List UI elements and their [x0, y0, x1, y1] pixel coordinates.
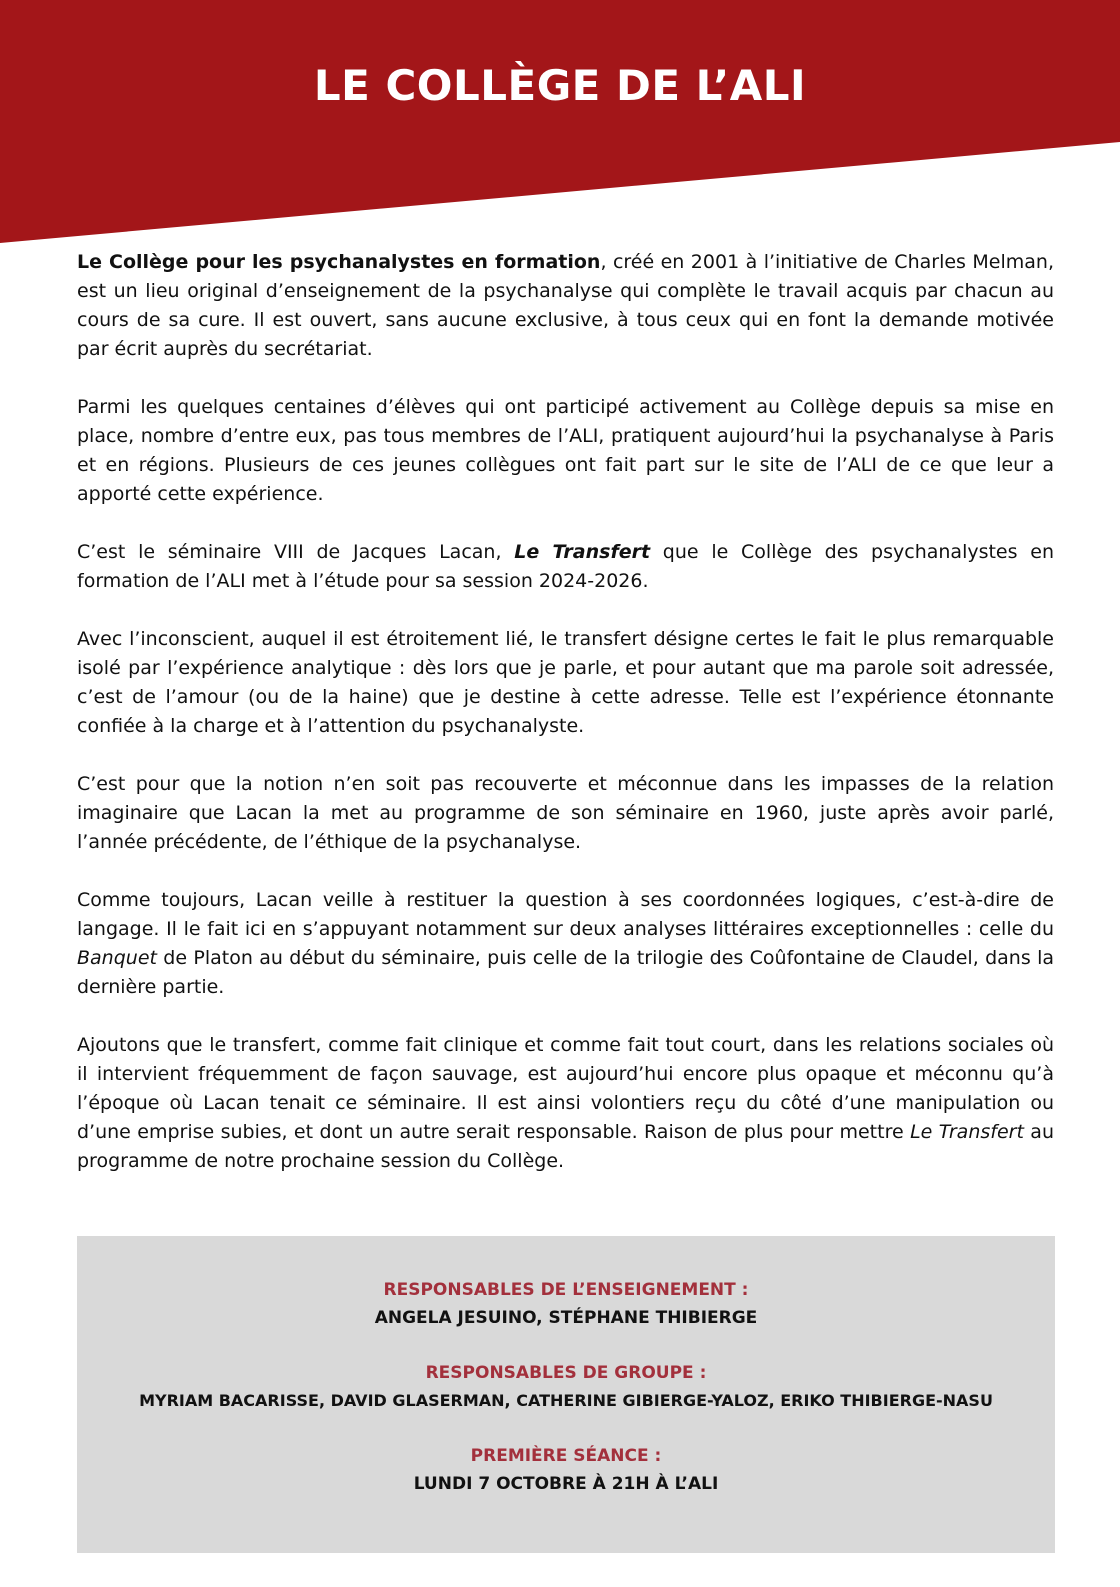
group-names: MYRIAM BACARISSE, DAVID GLASERMAN, CATHERINE GIBIERGE-YALOZ, ERIKO THIBIERGE-NASU: [139, 1391, 993, 1410]
p7-after: au programme de notre prochaine session du Collège.: [77, 1121, 1054, 1172]
paragraph-4: Avec l’inconscient, auquel il est étroitement lié, le transfert désigne certes le fait le plus remarquable isolé par l’expérience analytique : dès lors que je parle, et pour autant que ma parole soit adressée, c’est de l’amour (ou de la haine) que je destine à cette adresse. Telle est l’expérience étonnante confiée à la charge et à l’attention du psychanalyste.: [77, 628, 1054, 737]
session-block: [77, 1442, 1055, 1498]
p7-before: Ajoutons que le transfert, comme fait clinique et comme fait tout court, dans les relations sociales où il intervient fréquemment de façon sauvage, est aujourd’hui encore plus opaque et méconnu qu’à l’époque où Lacan tenait ce séminaire. Il est ainsi volontiers reçu du côté d’une manipulation ou d’une emprise subies, et dont un autre serait responsable. Raison de plus pour mettre: [77, 1034, 1054, 1143]
header-banner: [0, 0, 1120, 245]
body-text: [77, 248, 1054, 1205]
session-value: LUNDI 7 OCTOBRE À 21H À L’ALI: [413, 1474, 719, 1494]
intro-rest: , créé en 2001 à l’initiative de Charles Melman, est un lieu original d’enseignement de la psychanalyse qui complète le travail acquis par chacun au cours de sa cure. Il est ouvert, sans aucune exclusive, à tous ceux qui en font la demande motivée par écrit auprès du secrétariat.: [77, 251, 1054, 360]
paragraph-2: Parmi les quelques centaines d’élèves qui ont participé activement au Collège depuis sa mise en place, nombre d’entre eux, pas tous membres de l’ALI, pratiquent aujourd’hui la psychanalyse à Paris et en régions. Plusieurs de ces jeunes collègues ont fait part sur le site de l’ALI de ce que leur a apporté cette expérience.: [77, 396, 1054, 505]
p3-title: Le Transfert: [514, 541, 651, 563]
paragraph-5: C’est pour que la notion n’en soit pas recouverte et méconnue dans les impasses de la relation imaginaire que Lacan la met au programme de son séminaire en 1960, juste après avoir parlé, l’année précédente, de l’éthique de la psychanalyse.: [77, 773, 1054, 853]
teaching-block: [77, 1276, 1055, 1332]
intro-lead: Le Collège pour les psychanalystes en formation: [77, 251, 601, 273]
paragraph-intro: [77, 248, 1054, 364]
p6-title: Banquet: [77, 947, 157, 969]
p6-before: Comme toujours, Lacan veille à restituer la question à ses coordonnées logiques, c’est-à-dire de langage. Il le fait ici en s’appuyant notamment sur deux analyses littéraires exceptionnelles : celle du: [77, 889, 1054, 940]
info-panel: [77, 1236, 1055, 1553]
p7-title: Le Transfert: [910, 1121, 1024, 1143]
p6-after: de Platon au début du séminaire, puis celle de la trilogie des Coûfontaine de Claudel, dans la dernière partie.: [77, 947, 1054, 998]
p3-before: C’est le séminaire VIII de Jacques Lacan,: [77, 541, 515, 563]
teaching-names: ANGELA JESUINO, STÉPHANE THIBIERGE: [374, 1308, 758, 1328]
page-title: LE COLLÈGE DE L’ALI: [313, 61, 807, 110]
session-heading: PREMIÈRE SÉANCE :: [470, 1446, 662, 1466]
teaching-heading: RESPONSABLES DE L’ENSEIGNEMENT :: [383, 1280, 749, 1300]
banner-shape: [0, 0, 1120, 245]
group-block: [77, 1359, 1055, 1415]
group-heading: RESPONSABLES DE GROUPE :: [425, 1363, 707, 1383]
paragraph-6: [77, 886, 1054, 1002]
p3-after: que le Collège des psychanalystes en formation de l’ALI met à l’étude pour sa session 2024-2026.: [77, 541, 1054, 592]
paragraph-3: [77, 538, 1054, 596]
paragraph-7: [77, 1031, 1054, 1176]
